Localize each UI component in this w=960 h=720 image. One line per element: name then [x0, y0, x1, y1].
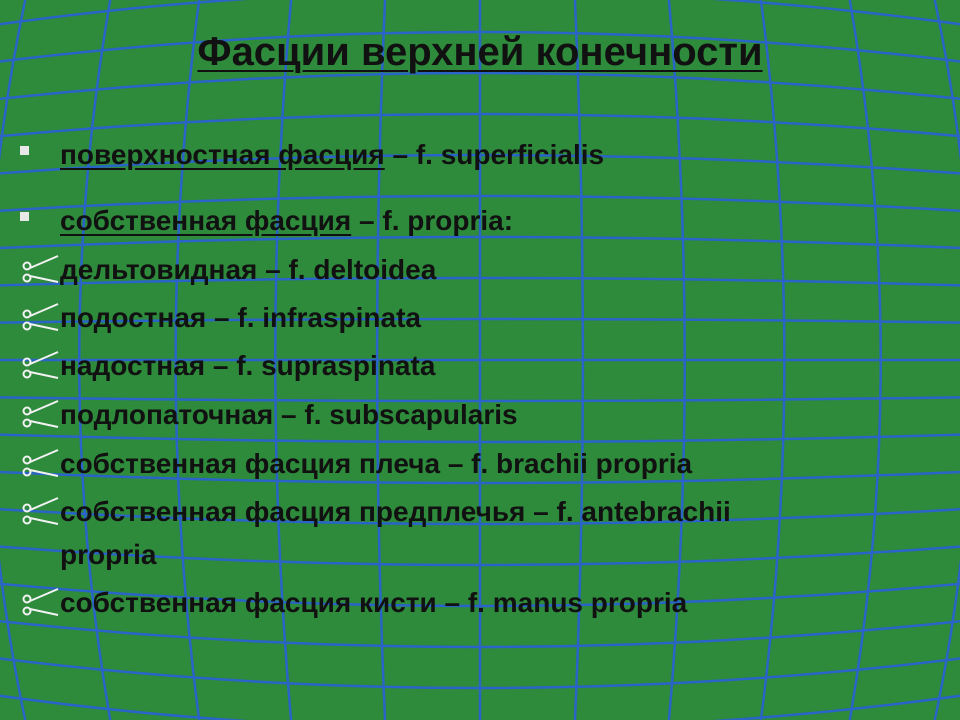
sub-item-label: надостная – f. supraspinata: [60, 350, 436, 381]
latin-proper: – f. propria:: [351, 205, 514, 236]
latin-superficial: – f. superficialis: [384, 139, 605, 170]
sub-item-label: собственная фасция кисти – f. manus propria: [60, 587, 688, 618]
term-proper: собственная фасция: [60, 205, 352, 236]
sub-item-label: подлопаточная – f. subscapularis: [60, 399, 518, 430]
scissors-icon: [20, 254, 60, 284]
sub-item-label: дельтовидная – f. deltoidea: [60, 254, 437, 285]
scissors-icon: [20, 399, 60, 429]
square-bullet-icon: [20, 146, 29, 155]
slide-title: Фасции верхней конечности: [197, 30, 763, 74]
scissors-icon: [20, 350, 60, 380]
scissors-icon: [20, 302, 60, 332]
scissors-icon: [20, 587, 60, 617]
sub-item-label: proprіa: [60, 539, 157, 570]
square-bullet-icon: [20, 212, 29, 221]
term-superficial: поверхностная фасция: [60, 139, 385, 170]
sub-item-label: подостная – f. infraspinata: [60, 302, 421, 333]
scissors-icon: [20, 448, 60, 478]
sub-item-label: собственная фасция плеча – f. brachii propria: [60, 448, 693, 479]
sub-item-label: собственная фасция предплечья – f. antebrachii: [60, 496, 731, 527]
scissors-icon: [20, 496, 60, 526]
